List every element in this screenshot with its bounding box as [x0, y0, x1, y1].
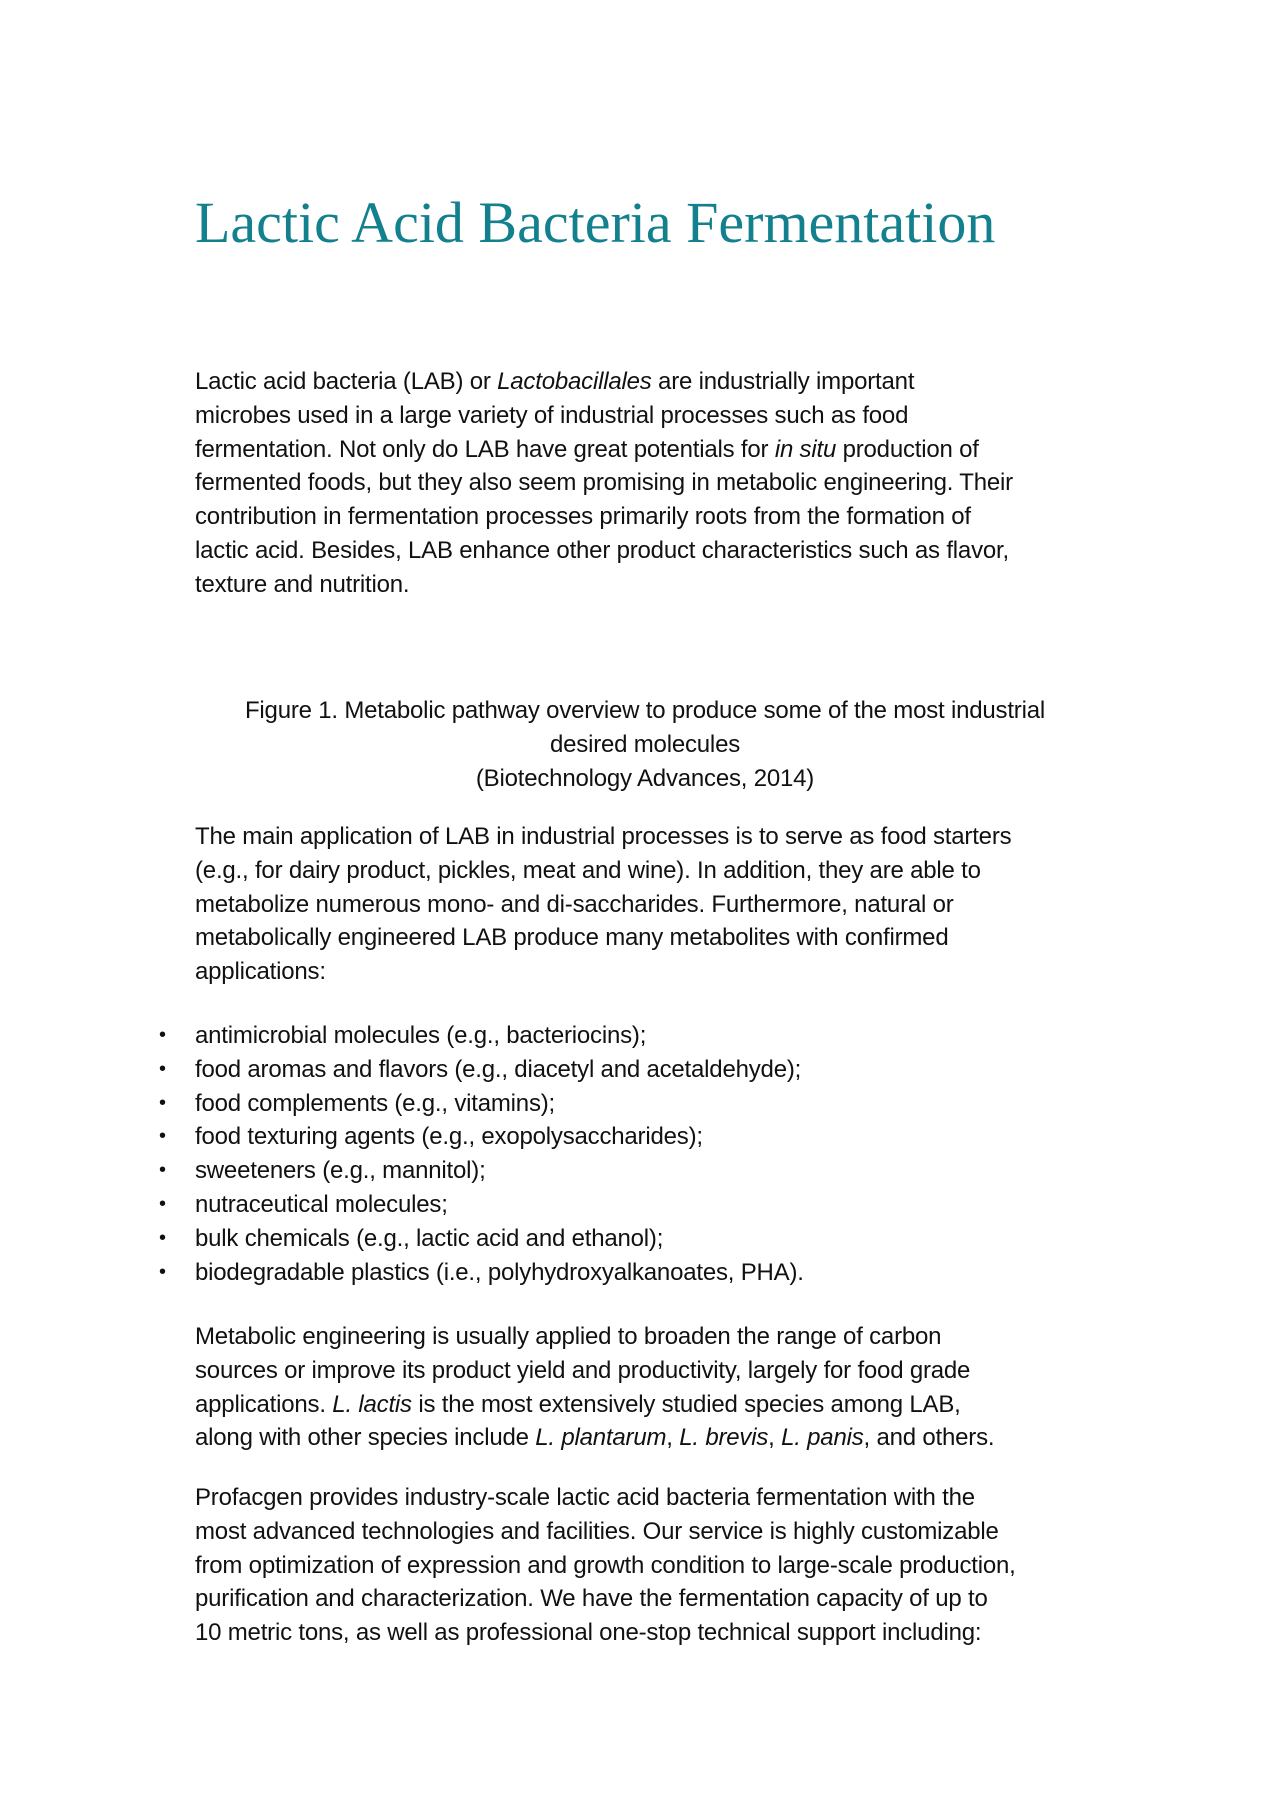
text-line [195, 820, 1011, 854]
italic-text: L. brevis [679, 1424, 769, 1452]
text-line [195, 1549, 1016, 1583]
text-segment: microbes used in a large variety of industrial processes such as food [195, 401, 909, 429]
text-segment: lactic acid. Besides, LAB enhance other product characteristics such as flavor, [195, 536, 1009, 564]
italic-text: in situ [774, 435, 837, 463]
text-segment: food aromas and flavors (e.g., diacetyl and acetaldehyde); [195, 1055, 802, 1083]
text-segment: purification and characterization. We have the fermentation capacity of up to [195, 1585, 988, 1613]
intro-paragraph [195, 365, 1013, 602]
list-item [195, 1019, 804, 1053]
list-item [195, 1154, 804, 1188]
figure-caption [195, 694, 1095, 795]
italic-text: L. lactis [332, 1390, 412, 1418]
text-line [195, 854, 1011, 888]
text-segment: sources or improve its product yield and productivity, largely for food grade [195, 1356, 971, 1384]
text-line [195, 1582, 1016, 1616]
text-segment: food complements (e.g., vitamins); [195, 1089, 556, 1117]
text-segment: bulk chemicals (e.g., lactic acid and ethanol); [195, 1224, 664, 1252]
text-segment: food texturing agents (e.g., exopolysaccharides); [195, 1123, 703, 1151]
text-line [195, 694, 1095, 728]
text-segment: Profacgen provides industry-scale lactic acid bacteria fermentation with the [195, 1484, 975, 1511]
list-item [195, 1188, 804, 1222]
text-segment: sweeteners (e.g., mannitol); [195, 1157, 486, 1185]
text-line [195, 399, 1013, 433]
list-item [195, 1087, 804, 1121]
text-line [195, 568, 1013, 602]
service-paragraph [195, 1481, 1016, 1650]
text-segment: fermentation. Not only do LAB have great potentials for [195, 435, 775, 463]
text-segment: Metabolic engineering is usually applied to broaden the range of carbon [195, 1323, 942, 1350]
text-segment: (e.g., for dairy product, pickles, meat and wine). In addition, they are able to [195, 856, 981, 884]
text-segment: , [666, 1424, 680, 1452]
text-segment: Lactic acid bacteria (LAB) or [195, 368, 498, 395]
text-segment: biodegradable plastics (i.e., polyhydroxyalkanoates, PHA). [195, 1258, 804, 1286]
text-line [195, 921, 1011, 955]
text-line [195, 466, 1013, 500]
text-segment: texture and nutrition. [195, 570, 410, 598]
text-segment: are industrially important [651, 368, 915, 395]
text-line [195, 1515, 1016, 1549]
text-segment: metabolize numerous mono- and di-saccharides. Furthermore, natural or [195, 890, 954, 918]
text-line [195, 762, 1095, 796]
list-item [195, 1256, 804, 1290]
text-segment: desired molecules [549, 730, 741, 758]
text-line [195, 1421, 994, 1455]
text-segment: (Biotechnology Advances, 2014) [475, 764, 815, 792]
text-line [195, 1616, 1016, 1650]
text-segment: nutraceutical molecules; [195, 1190, 448, 1218]
text-segment: fermented foods, but they also seem promising in metabolic engineering. Their [195, 469, 1013, 497]
page-title: Lactic Acid Bacteria Fermentation [195, 190, 996, 255]
italic-text: L. plantarum [535, 1424, 667, 1452]
text-segment: antimicrobial molecules (e.g., bacteriocins); [195, 1022, 647, 1049]
engineering-paragraph [195, 1320, 994, 1455]
list-item [195, 1120, 804, 1154]
text-line [195, 1388, 994, 1422]
text-segment: is the most extensively studied species among LAB, [411, 1390, 961, 1418]
text-segment: metabolically engineered LAB produce many metabolites with confirmed [195, 924, 949, 952]
applications-list [195, 1019, 804, 1289]
text-line [195, 1320, 994, 1354]
text-segment: , and others. [863, 1424, 995, 1452]
list-item [195, 1222, 804, 1256]
text-line [195, 433, 1013, 467]
list-item [195, 1053, 804, 1087]
text-segment: most advanced technologies and facilities. Our service is highly customizable [195, 1517, 999, 1545]
text-segment: , [768, 1424, 782, 1452]
text-line [195, 534, 1013, 568]
text-segment: along with other species include [195, 1424, 536, 1452]
text-segment: applications: [195, 958, 326, 986]
text-segment: production of [836, 435, 979, 463]
text-line [195, 365, 1013, 399]
text-segment: applications. [195, 1390, 333, 1418]
applications-intro-paragraph [195, 820, 1011, 989]
italic-text: L. panis [781, 1424, 864, 1452]
italic-text: Lactobacillales [497, 368, 652, 395]
text-line [195, 500, 1013, 534]
text-segment: 10 metric tons, as well as professional one-stop technical support including: [195, 1619, 982, 1647]
text-line [195, 1481, 1016, 1515]
text-segment: from optimization of expression and growth condition to large-scale production, [195, 1551, 1016, 1579]
text-line [195, 1354, 994, 1388]
text-line [195, 728, 1095, 762]
text-segment: Figure 1. Metabolic pathway overview to produce some of the most industrial [244, 697, 1046, 724]
text-segment: The main application of LAB in industrial processes is to serve as food starters [195, 823, 1012, 850]
text-segment: contribution in fermentation processes primarily roots from the formation of [195, 503, 971, 531]
text-line [195, 955, 1011, 989]
text-line [195, 888, 1011, 922]
